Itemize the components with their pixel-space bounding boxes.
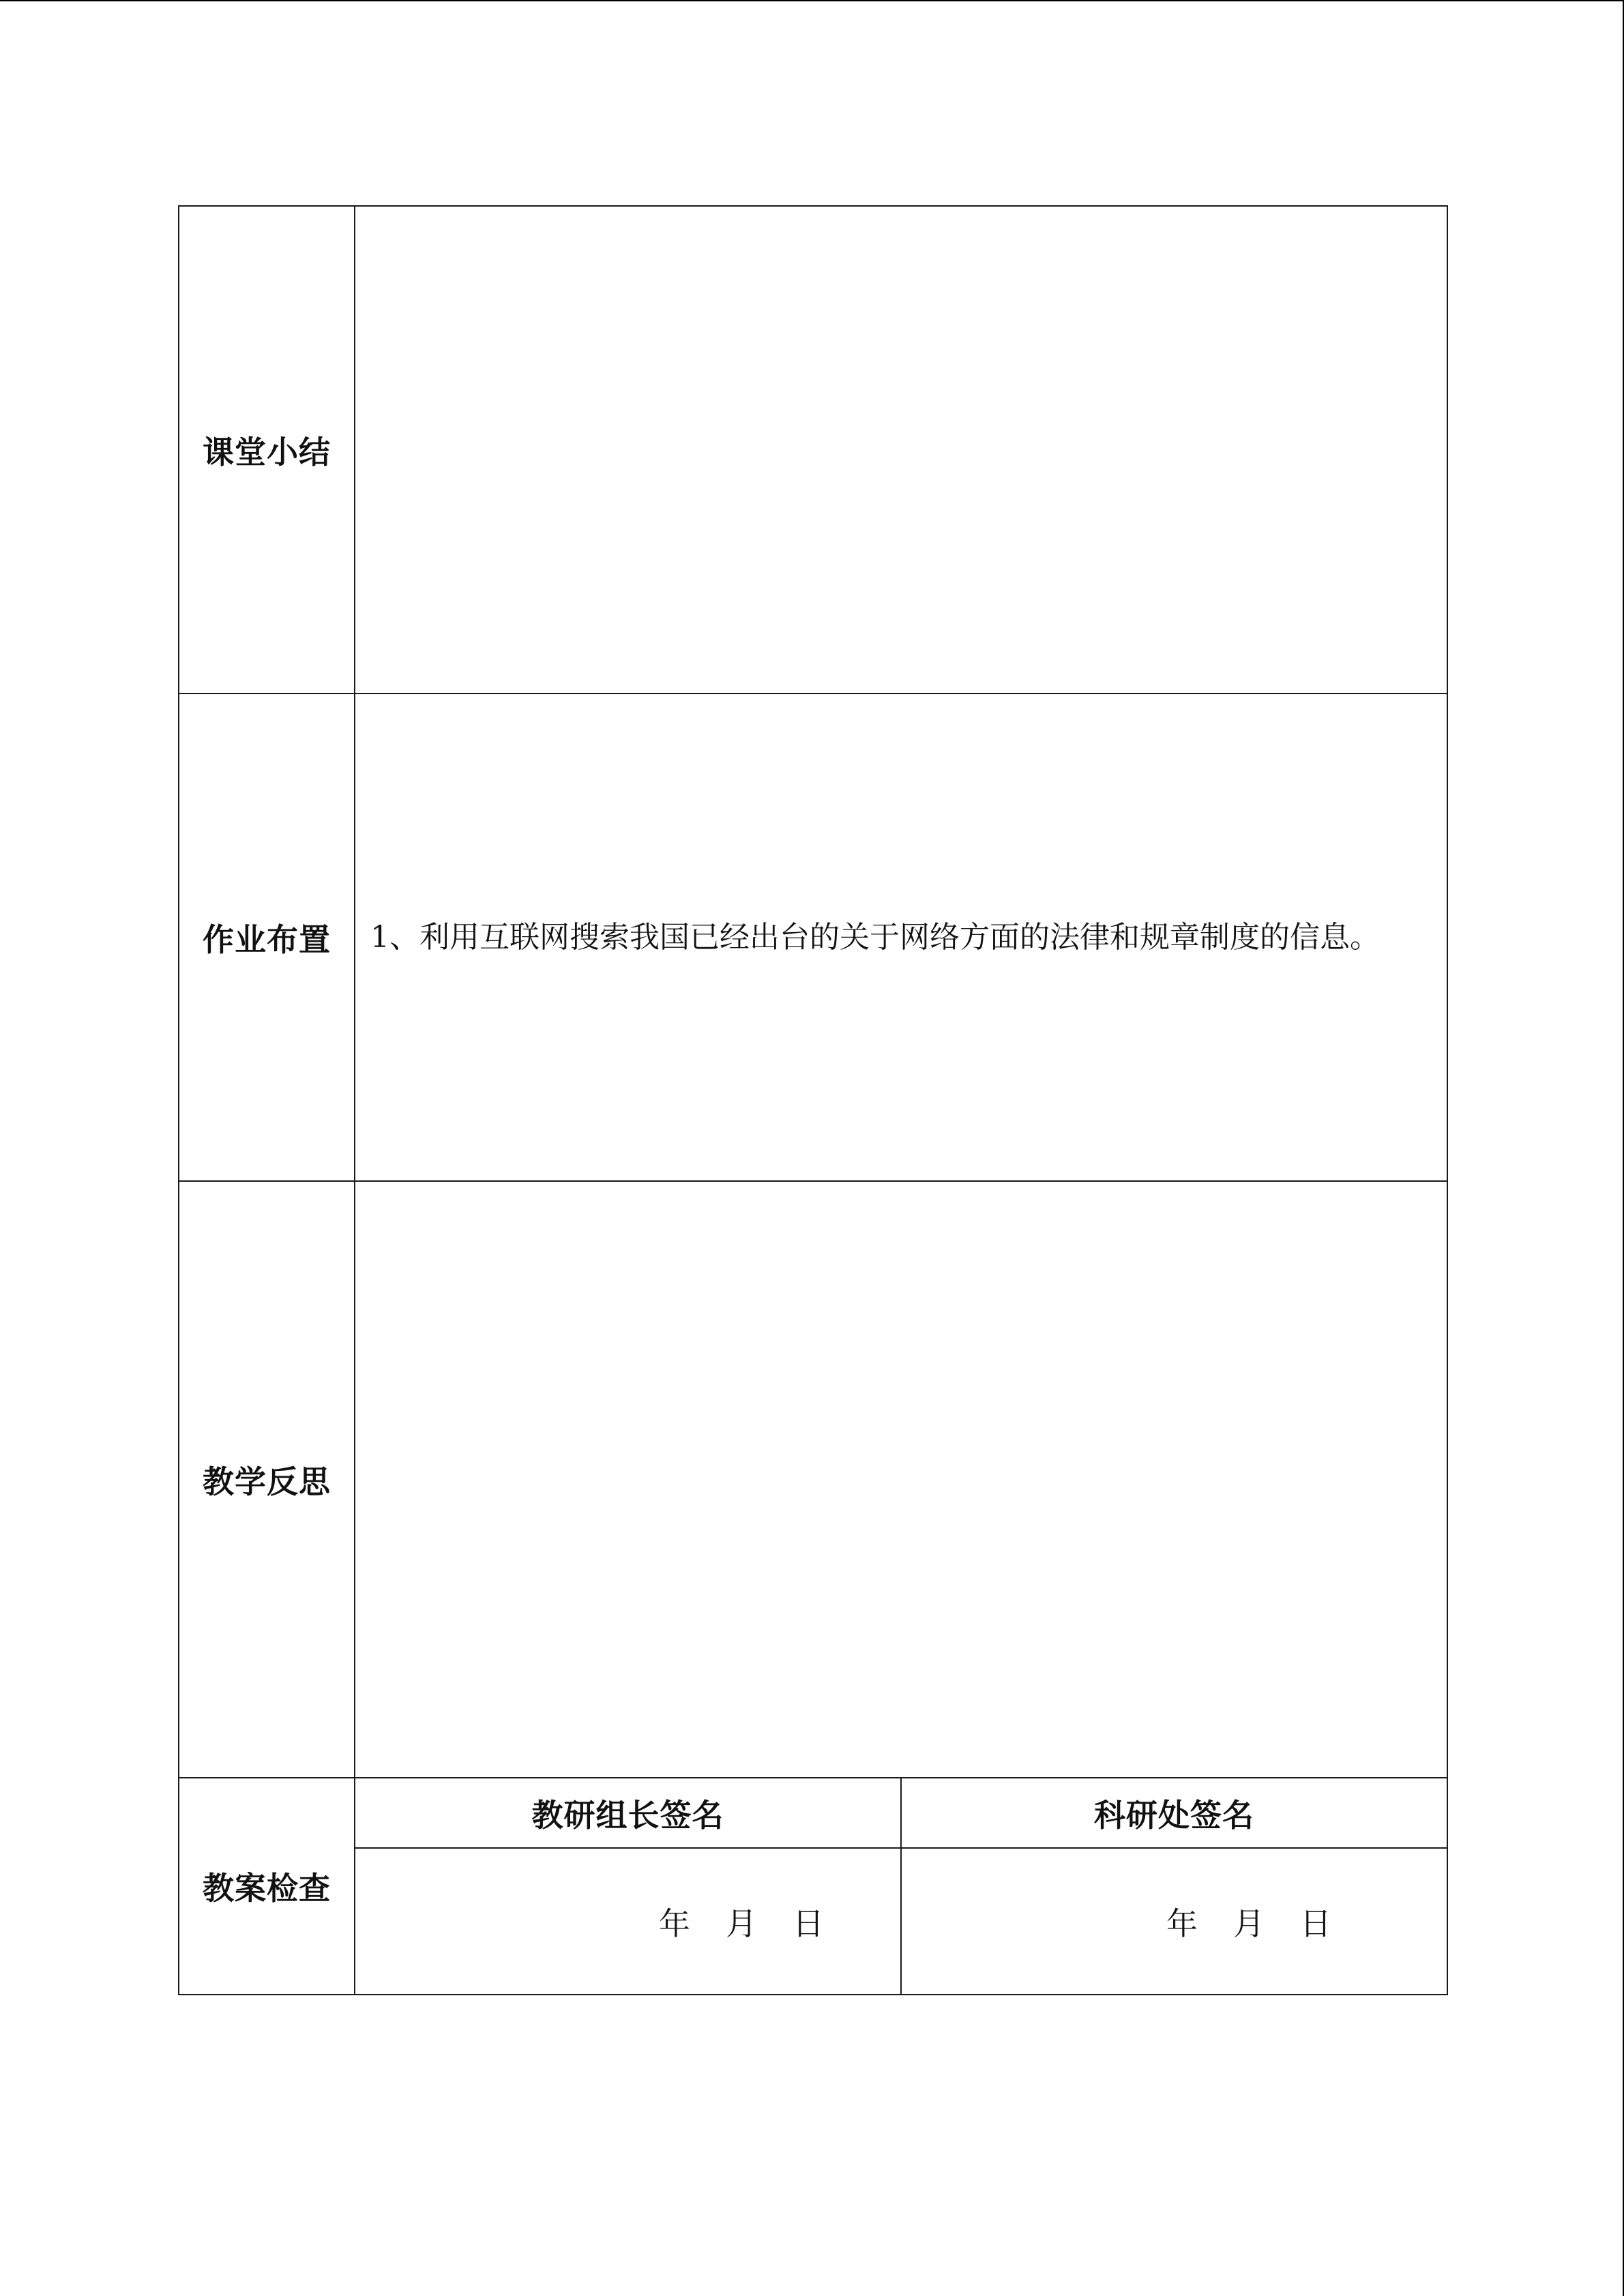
plan-check-label: 教案检查 [179,1778,355,1995]
date-year-label: 年 [1166,1905,1198,1942]
row-signature-dates [179,1848,1447,1995]
teaching-reflection-content [355,1181,1447,1778]
row-class-summary [179,206,1447,694]
lesson-plan-table [178,205,1448,1995]
homework-content: 1、利用互联网搜索我国已经出台的关于网络方面的法律和规章制度的信息。 [355,694,1447,1181]
page-top-border [0,0,1624,1]
row-signature-headers [179,1778,1447,1848]
row-teaching-reflection [179,1181,1447,1778]
class-summary-label: 课堂小结 [179,206,355,694]
date-year-label: 年 [659,1905,690,1942]
research-office-signature-header: 科研处签名 [901,1778,1447,1848]
research-office-signature-cell [901,1848,1447,1995]
group-leader-signature-cell [355,1848,901,1995]
group-leader-date [659,1899,824,1944]
research-office-date [1166,1899,1331,1944]
teaching-reflection-label: 教学反思 [179,1181,355,1778]
class-summary-content [355,206,1447,694]
date-day-label: 日 [1300,1905,1331,1942]
row-homework [179,694,1447,1181]
date-month-label: 月 [726,1905,757,1942]
homework-label: 作业布置 [179,694,355,1181]
group-leader-signature-header: 教研组长签名 [355,1778,901,1848]
date-month-label: 月 [1233,1905,1265,1942]
date-day-label: 日 [793,1905,824,1942]
